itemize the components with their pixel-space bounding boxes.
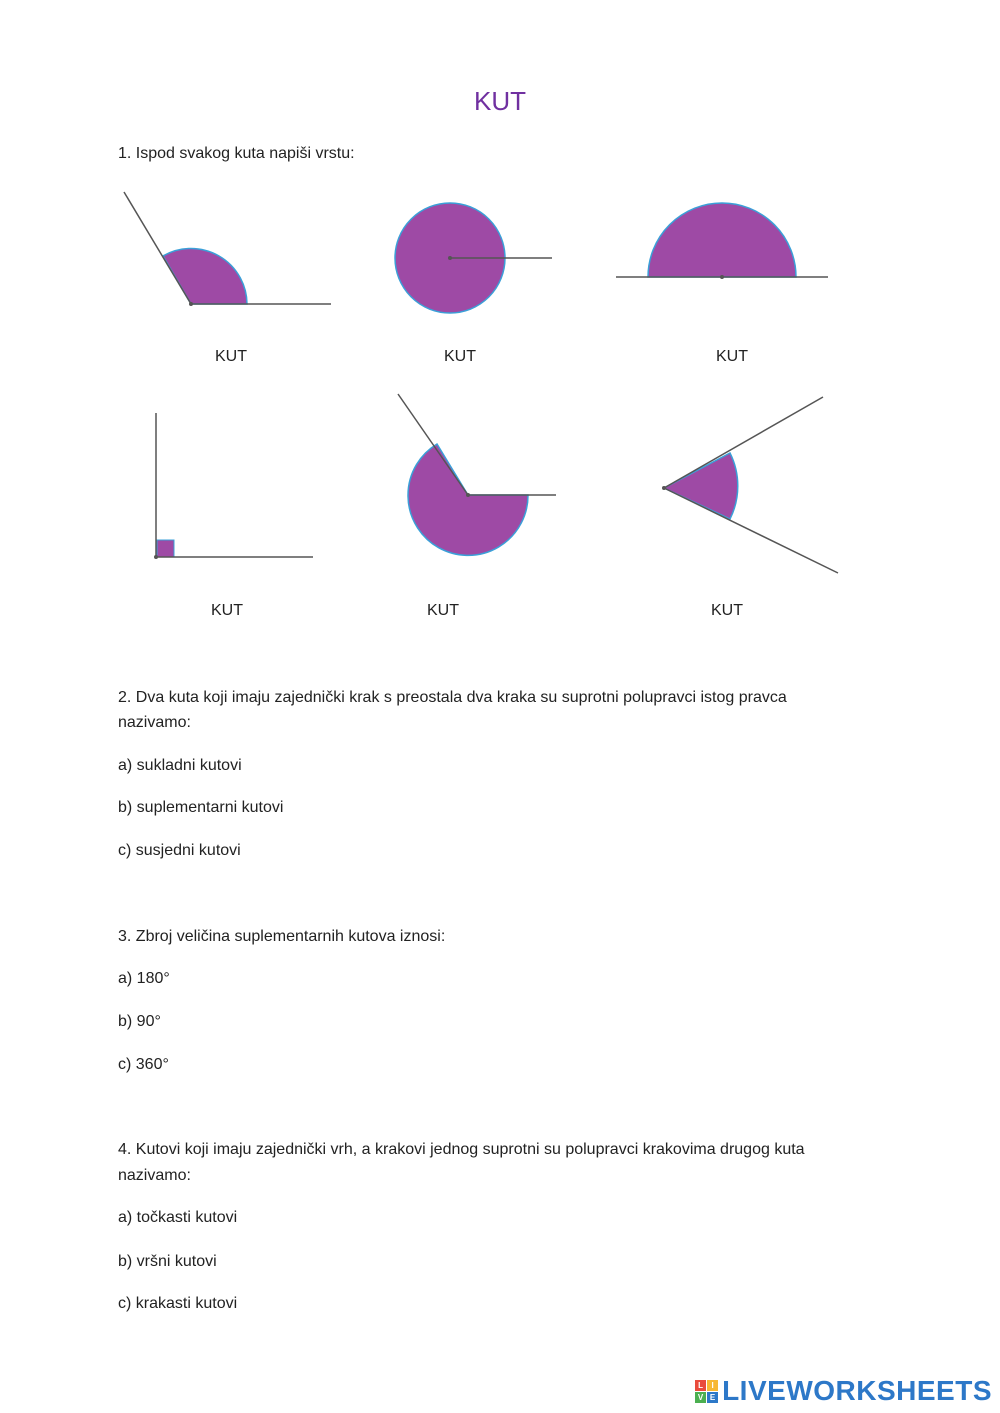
right-angle-vertex xyxy=(154,555,158,559)
right-angle-marker xyxy=(157,540,174,557)
right-angle-figure xyxy=(154,413,313,559)
obtuse-angle-vertex xyxy=(189,302,193,306)
question-2-prompt-line-2: nazivamo: xyxy=(118,714,191,731)
angle-2-label[interactable]: KUT xyxy=(444,348,476,365)
full-angle-vertex xyxy=(448,256,452,260)
obtuse-angle-ray-1 xyxy=(124,192,191,304)
question-3-option-b[interactable]: b) 90° xyxy=(118,1013,161,1030)
obtuse-angle-figure xyxy=(124,192,331,306)
acute-angle-vertex xyxy=(662,486,666,490)
straight-angle-sector xyxy=(648,203,796,277)
question-4-prompt-line-1: 4. Kutovi koji imaju zajednički vrh, a krakovi jednog suprotni su polupravci krakovima drugog kuta xyxy=(118,1141,805,1158)
liveworksheets-logo xyxy=(695,1375,992,1407)
logo-block-e: E xyxy=(707,1392,718,1403)
angle-1-label[interactable]: KUT xyxy=(215,348,247,365)
question-2-option-c[interactable]: c) susjedni kutovi xyxy=(118,842,241,859)
angle-4-label[interactable]: KUT xyxy=(211,602,243,619)
question-3-option-a[interactable]: a) 180° xyxy=(118,970,170,987)
reflex-angle-vertex xyxy=(466,493,470,497)
question-3-prompt: 3. Zbroj veličina suplementarnih kutova iznosi: xyxy=(118,928,446,945)
acute-angle-figure xyxy=(662,397,838,573)
question-4-option-a[interactable]: a) točkasti kutovi xyxy=(118,1209,238,1226)
question-2-prompt-line-1: 2. Dva kuta koji imaju zajednički krak s preostala dva kraka su suprotni polupravci istog pravca xyxy=(118,689,787,706)
page-title: KUT xyxy=(474,86,526,116)
logo-text: LIVEWORKSHEETS xyxy=(722,1375,992,1406)
full-angle-figure xyxy=(395,203,552,313)
reflex-angle-figure xyxy=(398,394,556,555)
angle-figures xyxy=(0,0,1000,640)
angle-6-label[interactable]: KUT xyxy=(711,602,743,619)
question-4-prompt-line-2: nazivamo: xyxy=(118,1167,191,1184)
angle-5-label[interactable]: KUT xyxy=(427,602,459,619)
logo-blocks-icon xyxy=(695,1380,718,1403)
acute-angle-sector xyxy=(664,453,738,519)
question-2-option-a[interactable]: a) sukladni kutovi xyxy=(118,757,242,774)
question-1-prompt: 1. Ispod svakog kuta napiši vrstu: xyxy=(118,145,355,162)
question-2-option-b[interactable]: b) suplementarni kutovi xyxy=(118,799,284,816)
acute-angle-ray-2 xyxy=(664,488,838,573)
logo-block-i: I xyxy=(707,1380,718,1391)
reflex-angle-sector xyxy=(408,444,528,555)
question-3-option-c[interactable]: c) 360° xyxy=(118,1056,169,1073)
logo-block-l: L xyxy=(695,1380,706,1391)
straight-angle-vertex xyxy=(720,275,724,279)
question-4-option-b[interactable]: b) vršni kutovi xyxy=(118,1253,217,1270)
straight-angle-figure xyxy=(616,203,828,279)
obtuse-angle-sector xyxy=(163,248,247,304)
logo-block-v: V xyxy=(695,1392,706,1403)
angle-3-label[interactable]: KUT xyxy=(716,348,748,365)
acute-angle-ray-1 xyxy=(664,397,823,488)
question-4-option-c[interactable]: c) krakasti kutovi xyxy=(118,1295,238,1312)
